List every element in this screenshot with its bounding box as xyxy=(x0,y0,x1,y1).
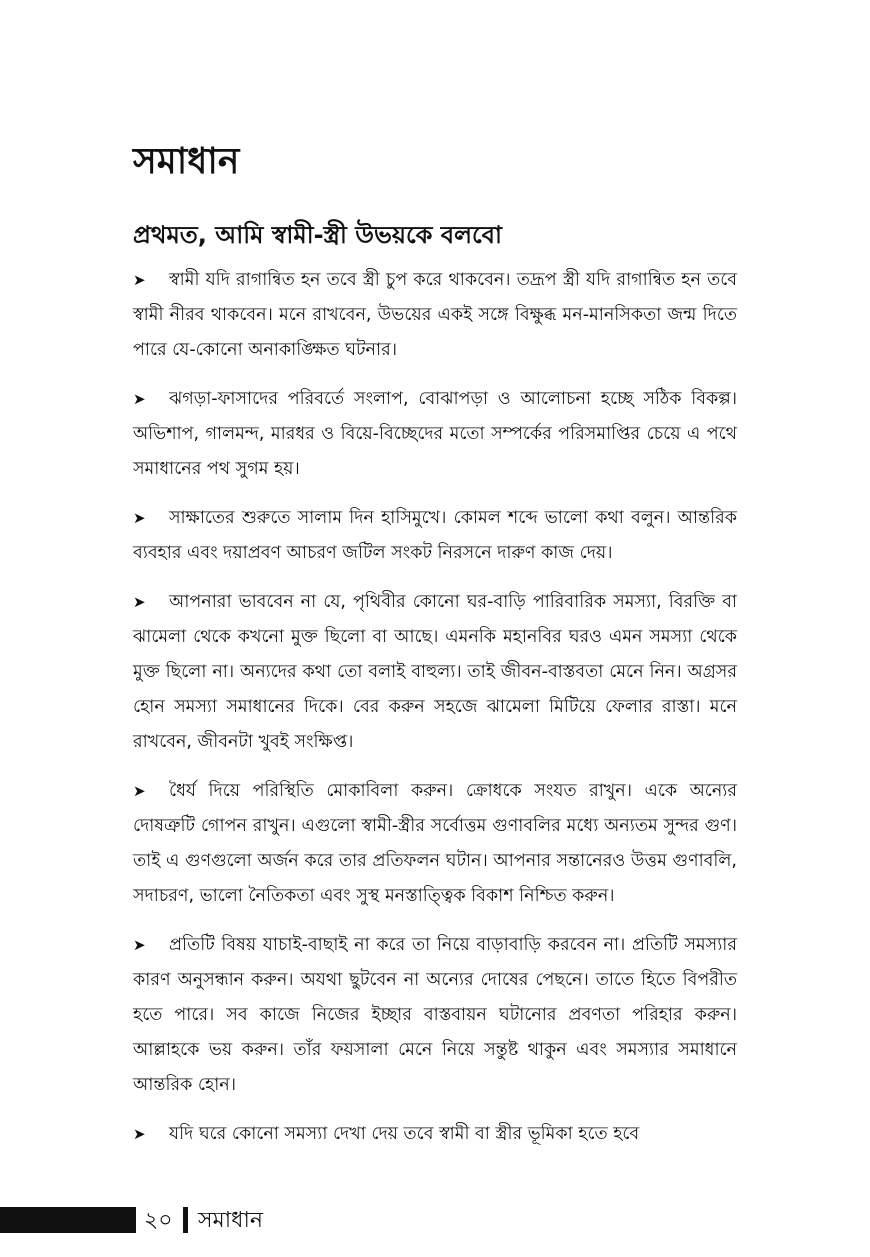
paragraph xyxy=(133,263,737,368)
bullet-arrow-icon: ➤ xyxy=(133,390,146,408)
body-text xyxy=(133,263,737,1166)
paragraph-text: আপনারা ভাববেন না যে, পৃথিবীর কোনো ঘর-বাড়ি পারিবারিক সমস্যা, বিরক্তি বা ঝামেলা থেকে কখনো মুক্ত ছিলো বা আছে। এমনকি মহানবির ঘরও এমন সমস্যা থেকে মুক্ত ছিলো না। অন্যদের কথা তো বলাই বাহুল্য। তাই জীবন-বাস্তবতা মেনে নিন। অগ্রসর হোন সমস্যা সমাধানের দিকে। বের করুন সহজে ঝামেলা মিটিয়ে ফেলার রাস্তা। মনে রাখবেন, জীবনটা খুবই সংক্ষিপ্ত। xyxy=(133,592,737,752)
page-footer xyxy=(0,1204,870,1238)
paragraph xyxy=(133,382,737,487)
bullet-arrow-icon: ➤ xyxy=(133,782,146,800)
section-subtitle: প্রথমত, আমি স্বামী-স্ত্রী উভয়কে বলবো xyxy=(133,221,502,249)
bullet-arrow-icon: ➤ xyxy=(133,271,146,289)
paragraph-text: ধৈর্য দিয়ে পরিস্থিতি মোকাবিলা করুন। ক্রোধকে সংযত রাখুন। একে অন্যের দোষত্রুটি গোপন রাখুন। এগুলো স্বামী-স্ত্রীর সর্বোত্তম গুণাবলির মধ্যে অন্যতম সুন্দর গুণ। তাই এ গুণগুলো অর্জন করে তার প্রতিফলন ঘটান। আপনার সন্তানেরও উত্তম গুণাবলি, সদাচরণ, ভালো নৈতিকতা এবং সুস্থ মনস্তাত্ত্বিক বিকাশ নিশ্চিত করুন। xyxy=(133,781,737,906)
bullet-arrow-icon: ➤ xyxy=(133,936,146,954)
paragraph-text: যদি ঘরে কোনো সমস্যা দেখা দেয় তবে স্বামী বা স্ত্রীর ভূমিকা হতে হবে xyxy=(169,1124,640,1144)
paragraph xyxy=(133,501,737,571)
paragraph xyxy=(133,774,737,914)
bullet-arrow-icon: ➤ xyxy=(133,509,146,527)
footer-bar xyxy=(0,1207,136,1233)
page-title: সমাধান xyxy=(133,141,240,182)
paragraph-text: স্বামী যদি রাগান্বিত হন তবে স্ত্রী চুপ করে থাকবেন। তদ্রূপ স্ত্রী যদি রাগান্বিত হন তবে স্বামী নীরব থাকবেন। মনে রাখবেন, উভয়ের একই সঙ্গে বিক্ষুব্ধ মন-মানসিকতা জন্ম দিতে পারে যে-কোনো অনাকাঙ্ক্ষিত ঘটনার। xyxy=(133,270,737,360)
paragraph-text: ঝগড়া-ফাসাদের পরিবর্তে সংলাপ, বোঝাপড়া ও আলোচনা হচ্ছে সঠিক বিকল্প। অভিশাপ, গালমন্দ, মারধর ও বিয়ে-বিচ্ছেদের মতো সম্পর্কের পরিসমাপ্তির চেয়ে এ পথে সমাধানের পথ সুগম হয়। xyxy=(133,389,737,479)
paragraph-text: প্রতিটি বিষয় যাচাই-বাছাই না করে তা নিয়ে বাড়াবাড়ি করবেন না। প্রতিটি সমস্যার কারণ অনুসন্ধান করুন। অযথা ছুটবেন না অন্যের দোষের পেছনে। তাতে হিতে বিপরীত হতে পারে। সব কাজে নিজের ইচ্ছার বাস্তবায়ন ঘটানোর প্রবণতা পরিহার করুন। আল্লাহকে ভয় করুন। তাঁর ফয়সালা মেনে নিয়ে সন্তুষ্ট থাকুন এবং সমস্যার সমাধানে আন্তরিক হোন। xyxy=(133,935,737,1095)
paragraph xyxy=(133,585,737,760)
page-number: ২০ xyxy=(144,1208,173,1233)
footer-divider xyxy=(183,1207,188,1233)
bullet-arrow-icon: ➤ xyxy=(133,593,146,611)
running-title: সমাধান xyxy=(198,1208,263,1233)
paragraph-text: সাক্ষাতের শুরুতে সালাম দিন হাসিমুখে। কোমল শব্দে ভালো কথা বলুন। আন্তরিক ব্যবহার এবং দয়াপ্রবণ আচরণ জটিল সংকট নিরসনে দারুণ কাজ দেয়। xyxy=(133,508,737,563)
paragraph xyxy=(133,1117,737,1152)
paragraph xyxy=(133,928,737,1103)
bullet-arrow-icon: ➤ xyxy=(133,1125,146,1143)
